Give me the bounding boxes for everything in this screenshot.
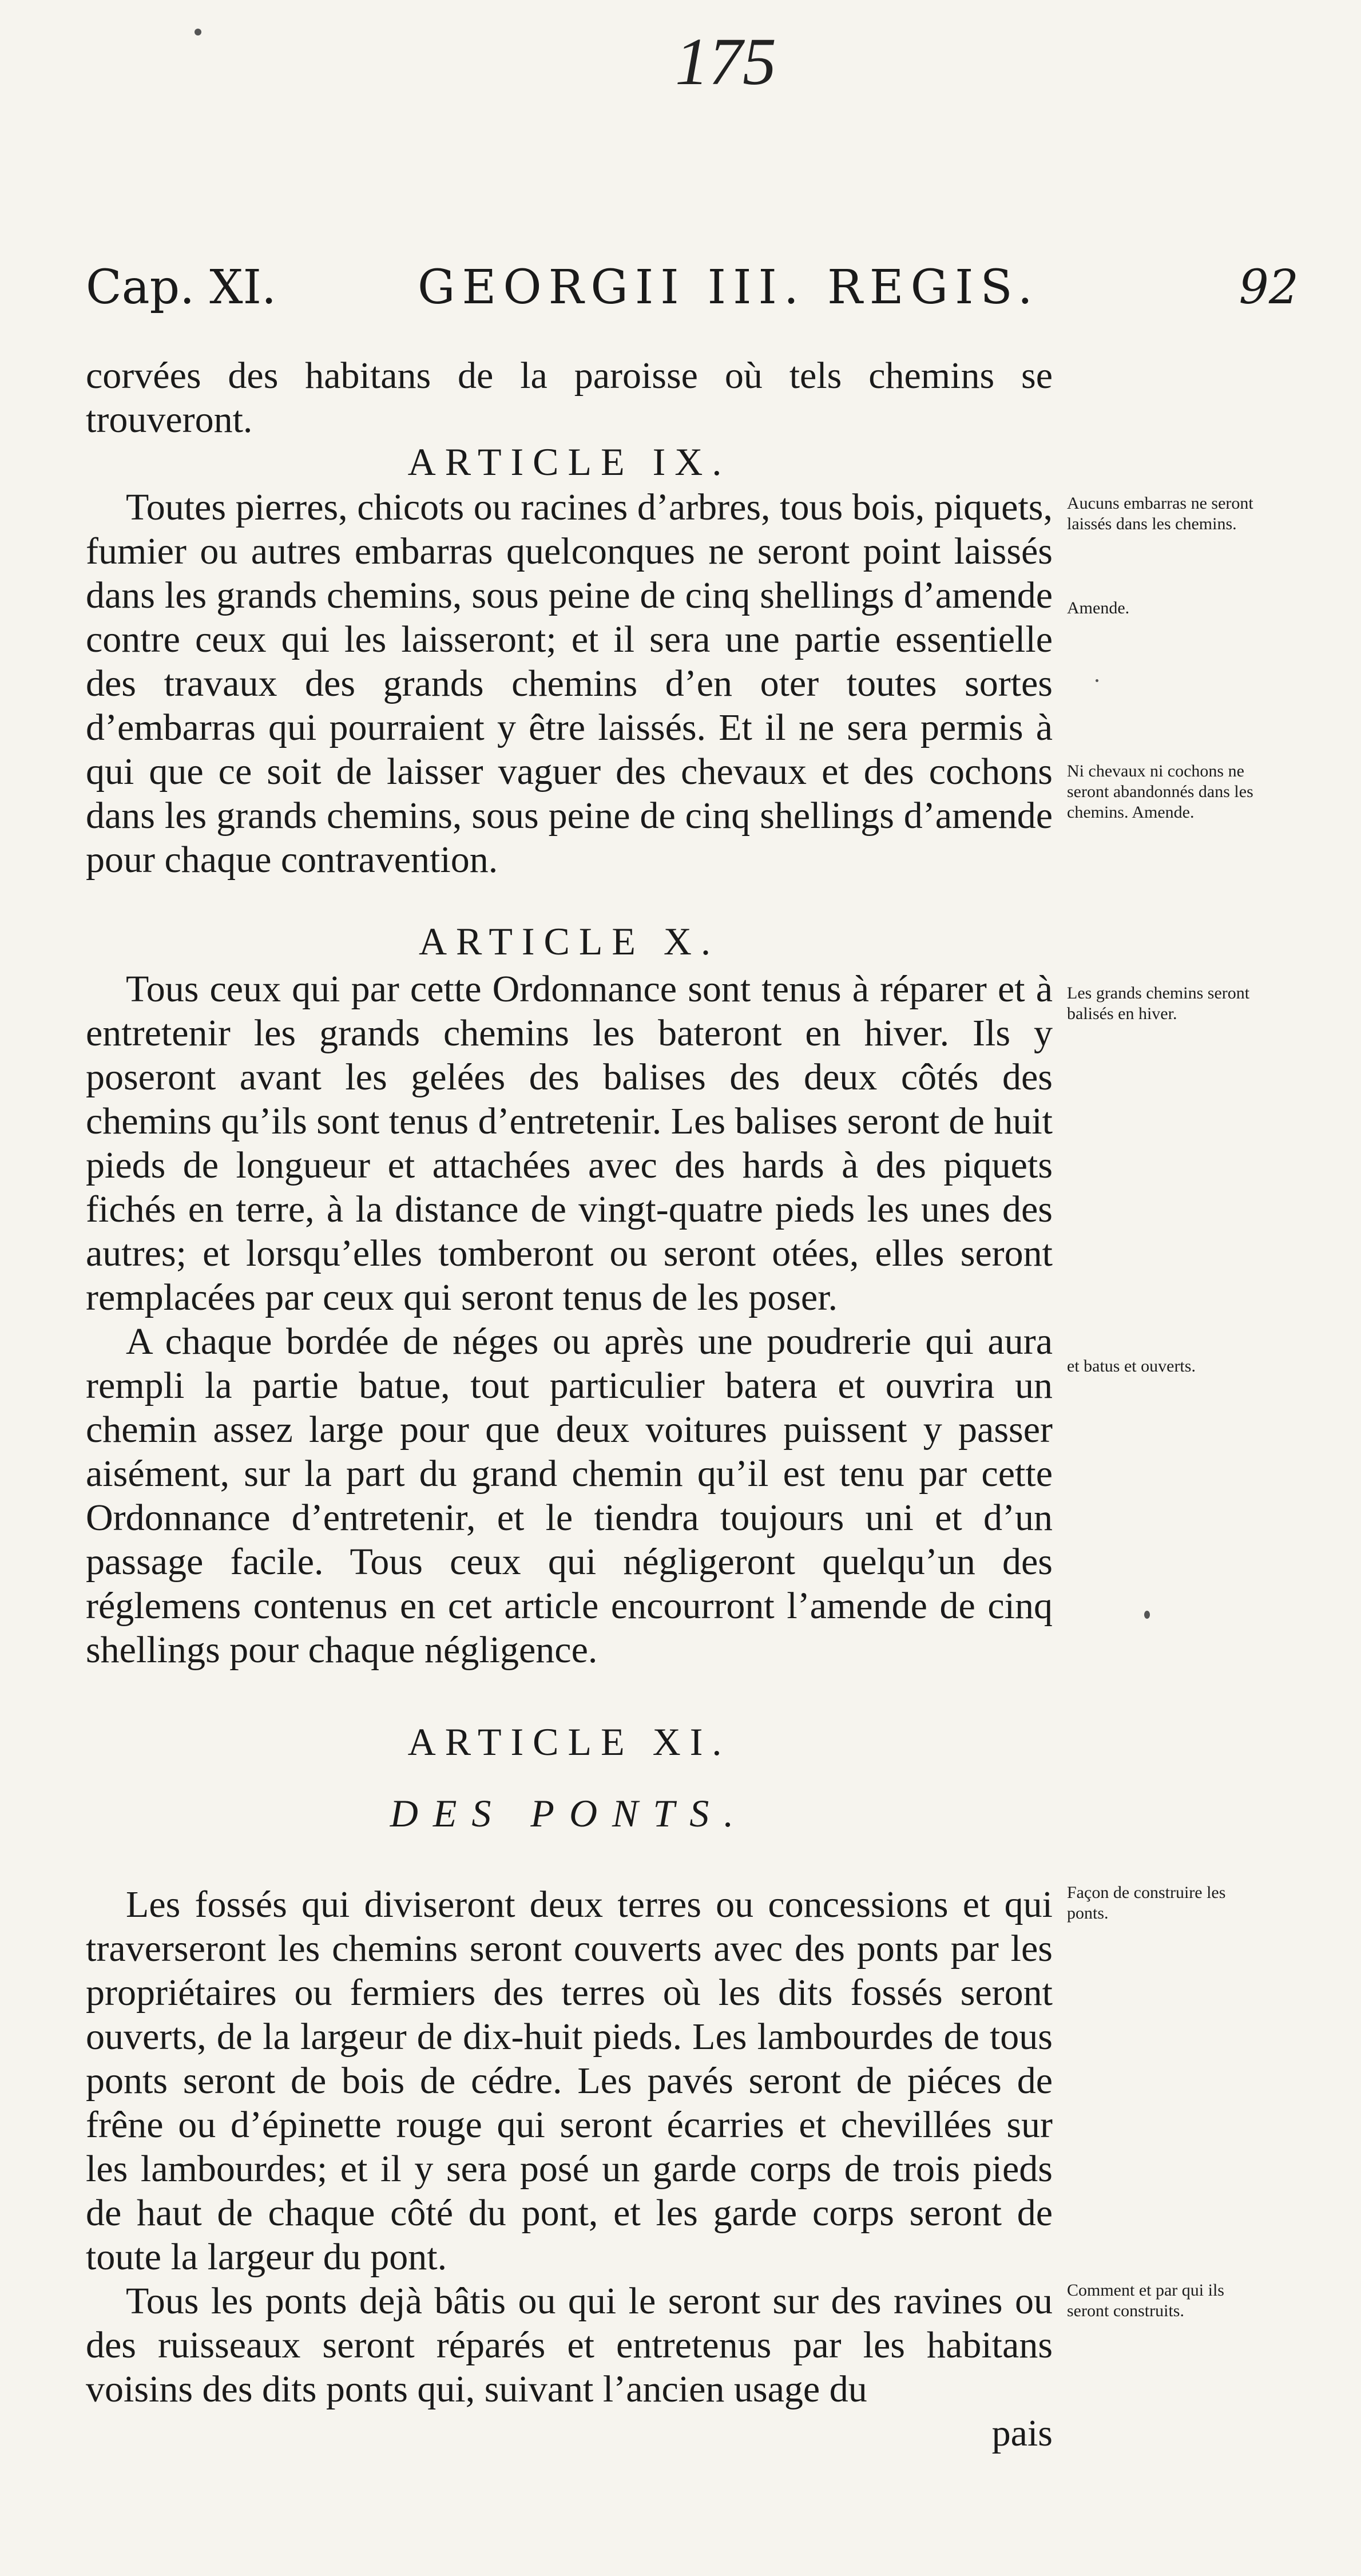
article-11-paragraph-2: Tous les ponts dejà bâtis ou qui le seront sur des ravines ou des ruisseaux seront réparés et entretenus par les habitans voisins des dits ponts qui, suivant l’ancien usage du	[86, 2280, 1053, 2410]
article-11-body	[86, 1883, 1053, 2455]
margin-note-batus: et batus et ouverts.	[1067, 1357, 1196, 1376]
article-9-body	[86, 485, 1053, 882]
chapter-label: Cap. XI.	[86, 260, 277, 315]
header-title: GEORGII III. REGIS.	[418, 260, 1039, 315]
article-9-paragraph: Toutes pierres, chicots ou racines d’arbres, tous bois, piquets, fumier ou autres embarras quelconques ne seront point laissés dans les grands chemins, sous peine de cinq shellings d’amende contre ceux qui les laisseront; et il sera une partie essentielle des travaux des grands chemins d’en oter toutes sortes d’embarras qui pourraient y être laissés. Et il ne sera permis à qui que ce soit de laisser vaguer des chevaux et des cochons dans les grands chemins, sous peine de cinq shellings d’amende pour chaque contravention.	[86, 486, 1053, 881]
ink-speck	[1096, 679, 1098, 682]
margin-note-construction: Comment et par qui ils seront construits.	[1067, 2281, 1224, 2320]
article-9-heading: ARTICLE IX.	[407, 440, 731, 484]
margin-note-balises: Les grands chemins seront balisés en hiver.	[1067, 984, 1250, 1023]
handwritten-page-number: 175	[675, 24, 776, 99]
running-header	[86, 260, 1299, 335]
article-11-subheading: DES PONTS.	[390, 1792, 749, 1835]
margin-note-embarras: Aucuns embarras ne seront laissés dans les chemins.	[1067, 494, 1253, 533]
continuation-paragraph: corvées des habitans de la paroisse où tels chemins se trouveront.	[86, 355, 1053, 441]
margin-note-amende: Amende.	[1067, 599, 1130, 617]
margin-note-ponts: Façon de construire les ponts.	[1067, 1883, 1226, 1923]
article-10-paragraph-2: A chaque bordée de néges ou après une poudrerie qui aura rempli la partie batue, tout particulier batera et ouvrira un chemin assez large pour que deux voitures puissent y passer aisément, sur la part du grand chemin qu’il est tenu par cette Ordonnance d’entretenir, et le tiendra toujours uni et d’un passage facile. Tous ceux qui négligeront quelqu’un des réglemens contenus en cet article encourront l’amende de cinq shellings pour chaque négligence.	[86, 1321, 1053, 1671]
article-11-paragraph-1: Les fossés qui diviseront deux terres ou concessions et qui traverseront les chemins seront couverts avec des ponts par les propriétaires ou fermiers des terres où les dits fossés seront ouverts, de la largeur de dix-huit pieds. Les lambourdes de tous ponts seront de bois de cédre. Les pavés seront de piéces de frêne ou d’épinette rouge qui seront écarries et chevillées sur les lambourdes; et il y sera posé un garde corps de trois pieds de haut de chaque côté du pont, et les garde corps seront de toute la largeur du pont.	[86, 1884, 1053, 2278]
ink-speck	[195, 29, 201, 35]
continuation-text	[86, 354, 1053, 442]
margin-note-chevaux: Ni chevaux ni cochons ne seront abandonnés dans les chemins. Amende.	[1067, 762, 1253, 822]
article-10-paragraph-1: Tous ceux qui par cette Ordonnance sont tenus à réparer et à entretenir les grands chemins les bateront en hiver. Ils y poseront avant les gelées des balises des deux côtés des chemins qu’ils sont tenus d’entretenir. Les balises seront de huit pieds de longueur et attachées avec des hards à des piquets fichés en terre, à la distance de vingt-quatre pieds les unes des autres; et lorsqu’elles tomberont ou seront otées, elles seront remplacées par ceux qui seront tenus de les poser.	[86, 968, 1053, 1318]
ink-speck	[1144, 1611, 1150, 1619]
article-10-heading: ARTICLE X.	[418, 920, 720, 963]
article-10-body	[86, 967, 1053, 1672]
article-11-heading: ARTICLE XI.	[407, 1720, 731, 1763]
folio-number: 92	[1239, 260, 1299, 315]
catchword: pais	[991, 2412, 1053, 2454]
